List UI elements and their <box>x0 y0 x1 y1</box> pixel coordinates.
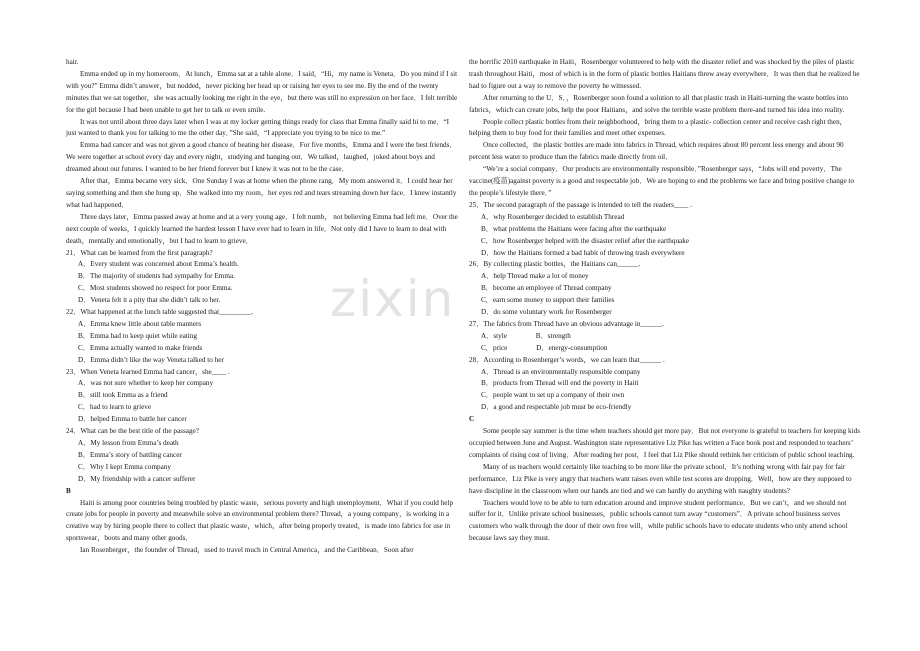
right-column <box>469 57 861 545</box>
question-text: 24．What can be the best title of the passage? <box>66 427 199 436</box>
answer-option: C．people want to set up a company of their own <box>481 391 625 400</box>
left-column <box>66 57 461 557</box>
answer-option: B．what problems the Haitians were facing after the earthquake <box>481 224 667 233</box>
paragraph: Emma had cancer and was not given a good chance of beating her disease．For five months，Emma and I were the best friends．We were together at school every day and every night，studying and hanging out．We talked，laughed，joked about boys and dreamed about our futures. I wanted to be her friend forever but I knew it was not to be the case． <box>66 141 457 174</box>
answer-option: C．had to learn to grieve <box>78 403 152 412</box>
answer-option: A．help Thread make a lot of money <box>481 272 589 281</box>
paragraph: Haiti is among poor countries being troubled by plastic waste，serious poverty and high unemployment．What if you could help create jobs for people in poverty and meanwhile solve an environmental problem there? Thread，a young company，is working in a creative way by hiring people there to collect that plastic waste，which，after being properly treated，is made into fabrics for use in sportswear，boots and many other goods． <box>66 498 454 543</box>
paragraph: Some people say summer is the time when teachers should get more pay．But not everyone is grateful to teachers for keeping kids occupied between June and August. Washington state representative Liz Pike has written a Face book post and responded to teachers’ complaints of rising cost of living．After reading her post，I feel that Liz Pike should rethink her criticism of public school teaching. <box>469 427 861 459</box>
question-text: 25．The second paragraph of the passage is intended to tell the readers____ . <box>469 200 692 209</box>
section-label: B <box>66 486 71 495</box>
section-label: C <box>469 415 475 424</box>
answer-option: D．Emma didn’t like the way Veneta talked to her <box>78 355 224 364</box>
answer-option: A．My lesson from Emma’s death <box>78 439 179 447</box>
question-text: 21．What can be learned from the first paragraph? <box>66 248 213 257</box>
answer-option: B．still took Emma as a friend <box>78 391 168 400</box>
answer-option: A．why Rosenberger decided to establish Thread <box>481 212 625 221</box>
paragraph: “We’re a social company．Our products are environmentally responsible．”Rosenberger says，“Jobs will end poverty．The vaccine(疫苗)against poverty is a good and respectable job．We are hoping to end the problems we face and bring positive change to the people’s lifestyle there．” <box>469 165 855 197</box>
paragraph: Three days later，Emma passed away at home and at a very young age．I felt numb， not believing Emma had left me．Over the next couple of weeks，I quickly learned the hardest lesson I have ever had to learn in life．Not only did I have to learn to deal with death，mentally and emotionally，but I had to learn to grieve． <box>66 212 458 245</box>
question-text: 23．When Veneta learned Emma had cancer，she____ . <box>66 367 230 376</box>
answer-option: A．was not sure whether to keep her company <box>78 379 214 388</box>
answer-option: D．a good and respectable job must be eco-friendly <box>481 403 632 412</box>
question-text: 22．What happened at the lunch table suggested that_________. <box>66 308 254 317</box>
answer-option: A．Emma knew little about table manners <box>78 319 202 328</box>
watermark: zixin <box>330 270 456 328</box>
question-text: hair. <box>66 58 79 66</box>
answer-option: B．products from Thread will end the poverty in Haiti <box>481 379 639 388</box>
answer-option: C．Emma actually wanted to make friends <box>78 343 203 352</box>
answer-option: B．become an employee of Thread company <box>481 284 612 293</box>
answer-option: C．Why I kept Emma company <box>78 462 172 471</box>
answer-option: C．earn some money to support their families <box>481 296 615 305</box>
answer-option: D．do some voluntary work for Rosenberger <box>481 308 612 317</box>
paragraph: After that，Emma became very sick．One Sunday I was at home when the phone rang．My mom answered it．I could hear her saying something and then she hung up．She walked into my room，her eyes red and tears streaming down her face．I knew instantly what had happened． <box>66 177 457 209</box>
paragraph: After returning to the U．S．，Rosenberger soon found a solution to all that plastic trash in Haiti-turning the waste bottles into fabrics，which can create jobs, help the poor Haitians，and solve the terrible waste problem there-and turned his idea into reality. <box>469 93 848 114</box>
answer-option: C．Most students showed no respect for poor Emma. <box>78 284 233 293</box>
answer-option: B．Emma had to keep quiet while eating <box>78 331 197 340</box>
answer-option: A．Thread is an environmentally responsible company <box>481 367 641 376</box>
paragraph: Many of us teachers would certainly like teaching to be more like the private school．It’s nothing wrong with fair pay for fair performance．Liz Pike is very angry that teachers want raises even while test scores are dropping．Well，how are they supposed to have discipline in the classroom when our hands are tied and we can hardly do anything with naughty students? <box>469 462 852 495</box>
answer-option: C．price D．energy-consumption <box>481 343 608 352</box>
paragraph: Teachers would love to be able to turn education around and improve student performance．But we can’t，and we should not suffer for it．Unlike private school businesses，public schools cannot turn away “customers”．A private school business serves customers who walk through the door of their own free will，while public schools have to educate students who only attend school because laws say they must. <box>469 498 848 543</box>
paragraph: Emma ended up in my homeroom．At lunch，Emma sat at a table alone．I said，“Hi，my name is Veneta．Do you mind if I sit with you?” Emma didn’t answer，but nodded，never picking her head up or raising her eyes to see me. By the end of the twenty minutes that we sat together，she was actually looking me right in the eye，but there was still no expression on her face．I felt terrible for the girl because I had been unable to get her to talk or even smile. <box>66 69 458 114</box>
answer-option: D．how the Haitians formed a bad habit of throwing trash everywhere <box>481 248 685 257</box>
question-text: 26．By collecting plastic bottles，the Haitians can______. <box>469 260 641 269</box>
paragraph: People collect plastic bottles from their neighborhood，bring them to a plastic- collection center and receive cash right then，helping them to buy food for their families and meet other expenses. <box>469 117 847 138</box>
question-text: the horrific 2010 earthquake in Haiti，Rosenberger volunteered to help with the disaster relief and was shocked by the piles of plastic trash throughout Haiti，most of which is in the form of plastic bottles Haitians threw away everywhere．It was then that he realized he had to figure out a way to remove the poverty he witnessed. <box>469 58 860 90</box>
paragraph: Ian Rosenberger，the founder of Thread，used to travel much in Central America，and the Caribbean．Soon after <box>80 546 414 555</box>
paragraph: Once collected，the plastic bottles are made into fabrics in Thread, which requires about 80 percent less energy and about 90 percent less water to produce than the fabrics made directly from oil． <box>469 141 844 162</box>
answer-option: B．Emma’s story of battling cancer <box>78 450 182 459</box>
answer-option: B．The majority of students had sympathy for Emma. <box>78 272 235 281</box>
paragraph: It was not until about three days later when I was at my locker getting things ready for class that Emma finally said hi to me．“I just wanted to thank you for talking to me the other day．”She said，“I appreciate you trying to be nice to me.” <box>66 117 450 138</box>
answer-option: A．Every student was concerned about Emma’s health. <box>78 260 239 269</box>
question-text: 28．According to Rosenberger’s words，we can learn that______ . <box>469 355 665 364</box>
answer-option: D．helped Emma to battle her cancer <box>78 415 187 424</box>
answer-option: D．My friendship with a cancer sufferer <box>78 474 196 483</box>
answer-option: D．Veneta felt it a pity that she didn’t talk to her. <box>78 296 221 305</box>
question-text: 27．The fabrics from Thread have an obvious advantage in______. <box>469 319 664 328</box>
answer-option: A．style B．strength <box>481 331 571 340</box>
answer-option: C．how Rosenberger helped with the disaster relief after the earthquake <box>481 236 690 245</box>
